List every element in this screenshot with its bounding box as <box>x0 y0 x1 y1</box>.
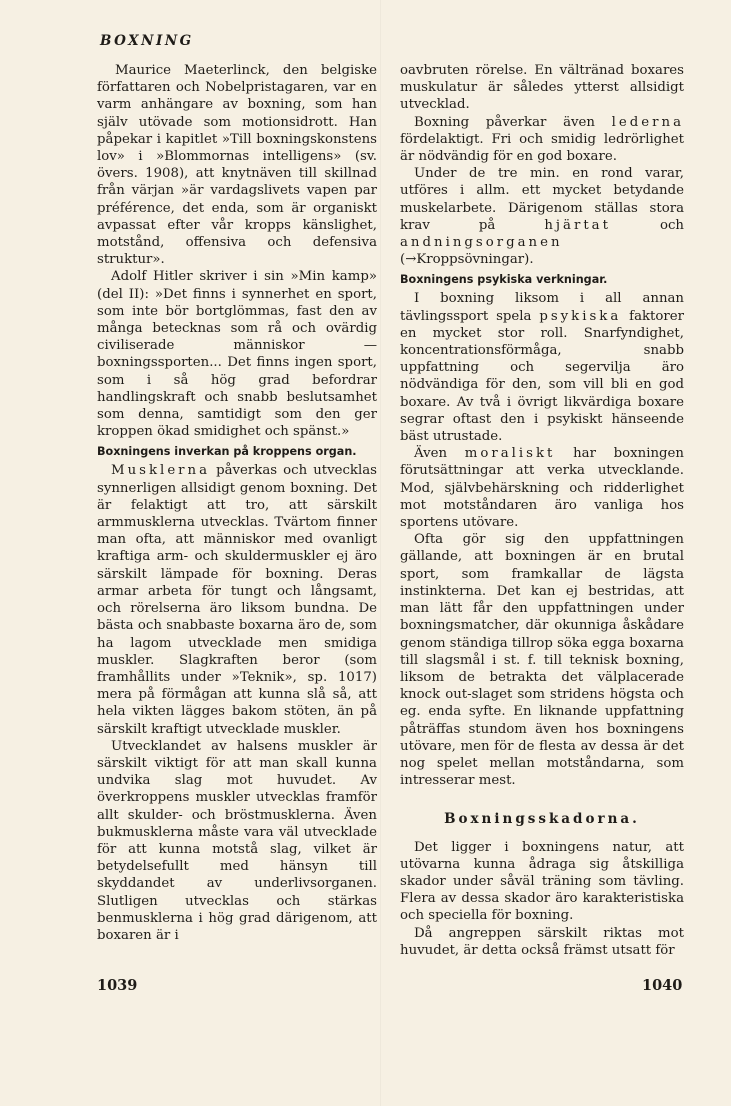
paragraph-head: Då angreppen särskilt riktas mot huvudet, är detta också främst utsatt för <box>400 925 684 958</box>
text-fragment: faktorer en mycket stor roll. Snarfyndighet, koncentrationsförmåga, snabb uppfattning och segervilja äro nödvändiga för den, som vill bli en god boxare. Av två i övrigt likvärdiga boxare segrar oftast den i psykiskt hänseende bäst utrustade. <box>400 308 684 445</box>
paragraph-muscles <box>97 462 377 737</box>
paragraph-muscles-text: påverkas och utvecklas synnerligen allsidigt genom boxning. Det är felaktigt att tro, att särskilt armmusklerna utvecklas. Tvärtom finner man ofta, att människor med ovanligt kraftiga arm- och skuldermuskler ej äro särskilt lämpade för boxning. Deras armar arbeta för tungt och långsamt, och rörelserna äro liksom bundna. De bästa och snabbaste boxarna äro de, som ha lagom utvecklade men smidiga muskler. Slagkraften beror (som framhållits under »Teknik», sp. 1017) mera på förmågan att kunna slå så, att hela vikten lägges bakom stöten, än på särskilt kraftigt utvecklade muskler. <box>97 463 377 737</box>
paragraph-neck-muscles: Utvecklandet av halsens muskler är särskilt viktigt för att man skall kunna undvika slag mot huvudet. Av överkroppens muskler utvecklas framför allt skulder- och bröstmusklerna. Även bukmusklerna måste vara väl utvecklade för att kunna motstå slag, vilket är betydelsefullt med hänsyn till skyddandet av underlivsorganen. Slutligen utvecklas och stärkas benmusklerna i hög grad därigenom, att boxaren är i <box>97 738 377 943</box>
paragraph-injuries: Det ligger i boxningens natur, att utövarna kunna ådraga sig åtskilliga skador under såväl träning som tävling. Flera av dessa skador äro karakteristiska och speciella för boxning. <box>400 839 684 924</box>
text-fragment: Under de tre min. en rond varar, utföres i allm. ett mycket betydande muskelarbete. Därigenom ställas stora krav på <box>400 166 684 233</box>
paragraph-heart <box>400 165 684 268</box>
spaced-term-andningsorganen: andningsorganen <box>400 235 563 251</box>
paragraph-moral <box>400 445 684 531</box>
text-fragment: fördelaktigt. Fri och smidig ledrörlighet är nödvändig för en god boxare. <box>400 131 684 165</box>
paragraph-hitler: Adolf Hitler skriver i sin »Min kamp» (del II): »Det finns i synnerhet en sport, som inte bör bortglömmas, fast den av många betecknas som rå och ovärdig civiliserade människor — boxningssporten... Det finns ingen sport, som i så hög grad befordrar handlingskraft och snabb beslutsamhet som denna, samtidigt som den ger kroppen ökad smidighet och spänst.» <box>97 269 377 440</box>
paragraph-psychic <box>400 290 684 445</box>
page-fold <box>380 0 381 1106</box>
page-number-left: 1039 <box>97 977 138 994</box>
paragraph-maeterlinck: Maurice Maeterlinck, den belgiske författaren och Nobelpristagaren, var en varm anhängare av boxning, som han själv utövade som motionsidrott. Han påpekar i kapitlet »Till boxningskonstens lov» i »Blommornas intelligens» (sv. övers. 1908), att knytnäven till skillnad från värjan »är vardagslivets vapen par préférence, det enda, som är organiskt avpassat efter vår kropps känslighet, motstånd, offensiva och defensiva struktur». <box>97 63 377 268</box>
section-heading-organs: Boxningens inverkan på kroppens organ. <box>97 445 357 459</box>
section-heading-psychic: Boxningens psykiska verkningar. <box>400 273 608 287</box>
text-fragment: (→Kroppsövningar). <box>400 252 534 268</box>
spaced-term-lederna: lederna <box>611 114 684 130</box>
text-fragment: har boxningen förutsättningar att verka utvecklande. Mod, självbehärskning och ridderlighet mot motståndaren äro vanliga hos sportens utövare. <box>400 446 684 531</box>
right-column <box>400 62 684 959</box>
text-fragment: och <box>610 217 684 233</box>
spaced-term-musklerna: Musklerna <box>111 463 211 479</box>
page-number-right: 1040 <box>642 977 683 994</box>
section-heading-injuries: Boxningsskadorna. <box>444 811 640 828</box>
running-header: BOXNING <box>100 33 194 49</box>
paragraph-joints <box>400 114 684 166</box>
paragraph-continuation: oavbruten rörelse. En vältränad boxares muskulatur är således ytterst allsidigt utvecklad. <box>400 63 684 113</box>
paragraph-brutal-sport: Ofta gör sig den uppfattningen gällande, att boxningen är en brutal sport, som framkallar de lägsta instinkterna. Det kan ej bestridas, att man lätt får den uppfattningen under boxningsmatcher, där okunniga åskådare genom ständiga tillrop söka egga boxarna till slagsmål i st. f. till teknisk boxning, liksom de betrakta det välplacerade knock out-slaget som stridens högsta och eg. enda syfte. En liknande uppfattning påträffas stundom även hos boxningens utövare, men för de flesta av dessa är det nog spelet mellan motståndarna, som intresserar mest. <box>400 532 684 789</box>
spaced-term-psykiska: psykiska <box>539 308 622 324</box>
text-fragment: Boxning påverkar även <box>414 114 612 130</box>
spaced-term-hjartat: hjärtat <box>544 217 611 233</box>
text-fragment: I boxning liksom i all annan tävlingssport spela <box>400 291 684 324</box>
left-column <box>97 62 377 944</box>
text-fragment: Även <box>414 446 465 462</box>
spaced-term-moraliskt: moraliskt <box>464 446 556 462</box>
